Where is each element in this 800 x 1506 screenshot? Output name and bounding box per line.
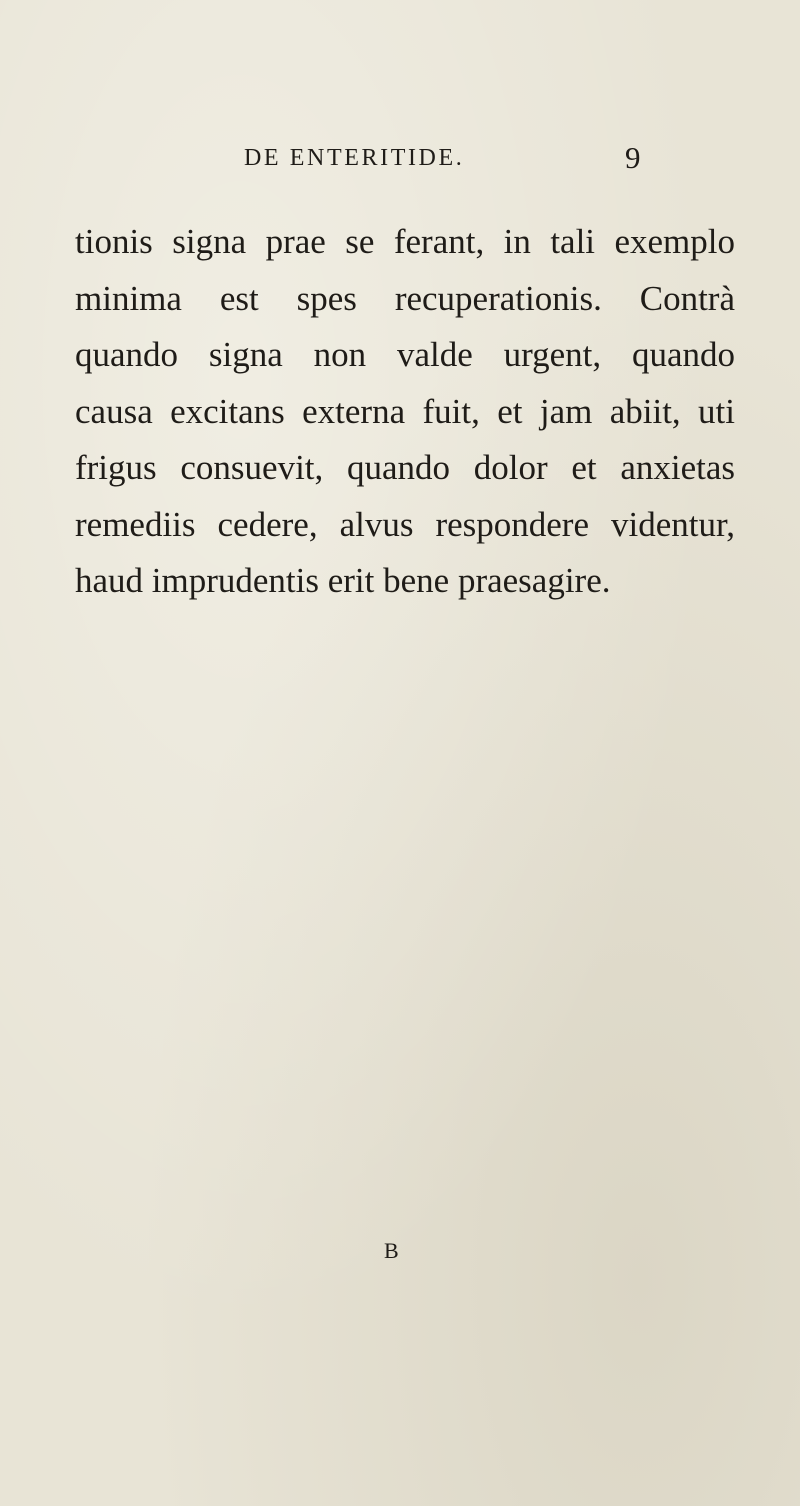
- signature-mark: B: [384, 1238, 399, 1263]
- text-line: remediis cedere, alvus respondere videntur,: [75, 504, 735, 544]
- text-line: frigus consuevit, quando dolor et anxietas: [75, 448, 735, 487]
- running-title: DE ENTERITIDE.: [244, 145, 465, 171]
- text-line: minima est spes recuperationis. Contrà: [75, 278, 735, 318]
- page-number: 9: [625, 140, 641, 175]
- show-through-texture: [0, 600, 800, 1160]
- text-line: causa excitans externa fuit, et jam abiit, uti: [75, 391, 735, 431]
- text-line: haud imprudentis erit bene praesagire.: [75, 561, 611, 600]
- text-line: tionis signa prae se ferant, in tali exemplo: [75, 222, 735, 261]
- body-text: [75, 214, 735, 610]
- running-head: [0, 138, 800, 178]
- text-line: quando signa non valde urgent, quando: [75, 335, 735, 374]
